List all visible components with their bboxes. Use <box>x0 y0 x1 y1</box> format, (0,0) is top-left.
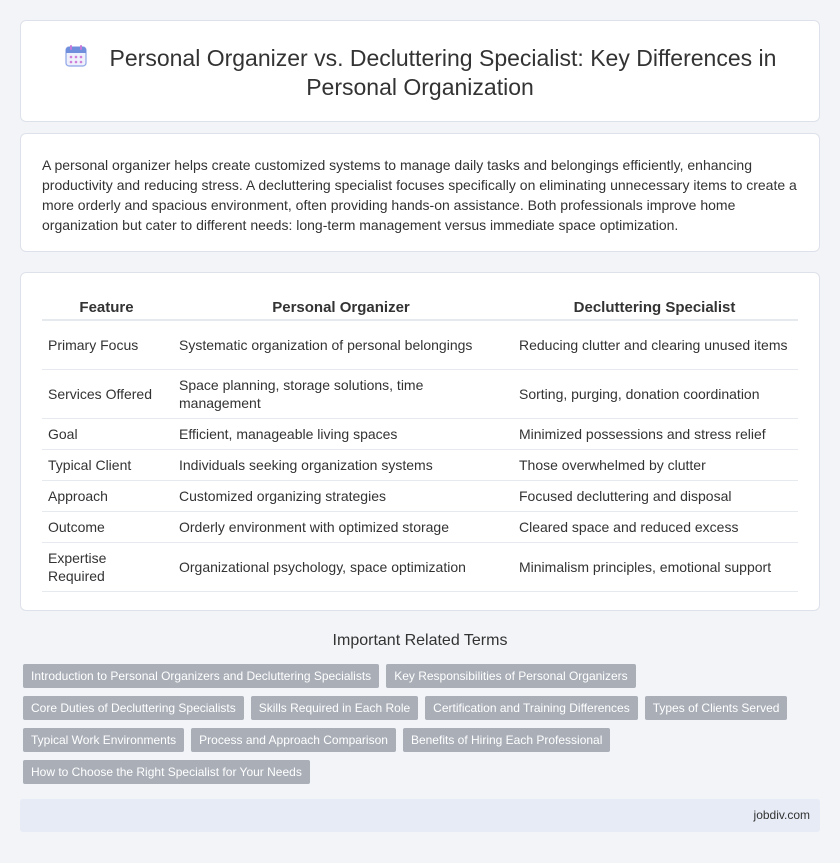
related-terms-list <box>23 664 813 784</box>
table-row <box>42 543 798 592</box>
column-header-feature: Feature <box>42 295 171 321</box>
related-term-tag[interactable]: Core Duties of Decluttering Specialists <box>23 696 244 720</box>
table-cell: Those overwhelmed by clutter <box>511 450 798 481</box>
intro-card <box>20 133 820 252</box>
header-card <box>20 20 820 122</box>
table-cell: Efficient, manageable living spaces <box>171 419 511 450</box>
related-term-tag[interactable]: Process and Approach Comparison <box>191 728 396 752</box>
table-header-row <box>42 295 798 321</box>
table-cell: Organizational psychology, space optimization <box>171 543 511 592</box>
table-row <box>42 481 798 512</box>
table-cell: Goal <box>42 419 171 450</box>
table-cell: Typical Client <box>42 450 171 481</box>
intro-paragraph: A personal organizer helps create customized systems to manage daily tasks and belongings efficiently, enhancing productivity and reducing stress. A decluttering specialist focuses specifically on eliminating unnecessary items to create a more orderly and spacious environment, often providing hands-on assistance. Both professionals improve home organization but cater to different needs: long-term management versus immediate space optimization. <box>42 157 797 233</box>
title-line-1: Personal Organizer vs. Decluttering Specialist: Key Differences in <box>109 45 777 71</box>
related-term-tag[interactable]: Introduction to Personal Organizers and Decluttering Specialists <box>23 664 379 688</box>
comparison-table <box>42 295 798 592</box>
related-term-tag[interactable]: Benefits of Hiring Each Professional <box>403 728 610 752</box>
table-cell: Systematic organization of personal belongings <box>171 321 511 370</box>
column-header-decluttering-specialist: Decluttering Specialist <box>511 295 798 321</box>
table-row <box>42 512 798 543</box>
table-cell: Minimized possessions and stress relief <box>511 419 798 450</box>
related-term-tag[interactable]: Types of Clients Served <box>645 696 788 720</box>
table-cell: Orderly environment with optimized storage <box>171 512 511 543</box>
table-cell: Sorting, purging, donation coordination <box>511 370 798 419</box>
related-term-tag[interactable]: How to Choose the Right Specialist for Your Needs <box>23 760 310 784</box>
calendar-icon <box>64 44 88 68</box>
related-term-tag[interactable]: Key Responsibilities of Personal Organizers <box>386 664 635 688</box>
table-cell: Space planning, storage solutions, time management <box>171 370 511 419</box>
table-cell: Focused decluttering and disposal <box>511 481 798 512</box>
related-term-tag[interactable]: Skills Required in Each Role <box>251 696 418 720</box>
title-line-2: Personal Organization <box>306 74 534 100</box>
table-cell: Approach <box>42 481 171 512</box>
table-row <box>42 450 798 481</box>
table-row <box>42 419 798 450</box>
table-cell: Outcome <box>42 512 171 543</box>
table-cell: Minimalism principles, emotional support <box>511 543 798 592</box>
table-row <box>42 321 798 370</box>
related-terms-heading: Important Related Terms <box>332 632 508 649</box>
page-title <box>21 43 819 102</box>
table-cell: Customized organizing strategies <box>171 481 511 512</box>
related-term-tag[interactable]: Certification and Training Differences <box>425 696 638 720</box>
table-cell: Expertise Required <box>42 543 171 592</box>
table-cell: Individuals seeking organization systems <box>171 450 511 481</box>
table-row <box>42 370 798 419</box>
table-cell: Primary Focus <box>42 321 171 370</box>
footer-site-link[interactable]: jobdiv.com <box>753 808 810 822</box>
table-cell: Reducing clutter and clearing unused items <box>511 321 798 370</box>
table-cell: Cleared space and reduced excess <box>511 512 798 543</box>
related-term-tag[interactable]: Typical Work Environments <box>23 728 184 752</box>
footer <box>20 799 820 832</box>
comparison-table-card <box>20 272 820 611</box>
table-cell: Services Offered <box>42 370 171 419</box>
column-header-personal-organizer: Personal Organizer <box>171 295 511 321</box>
